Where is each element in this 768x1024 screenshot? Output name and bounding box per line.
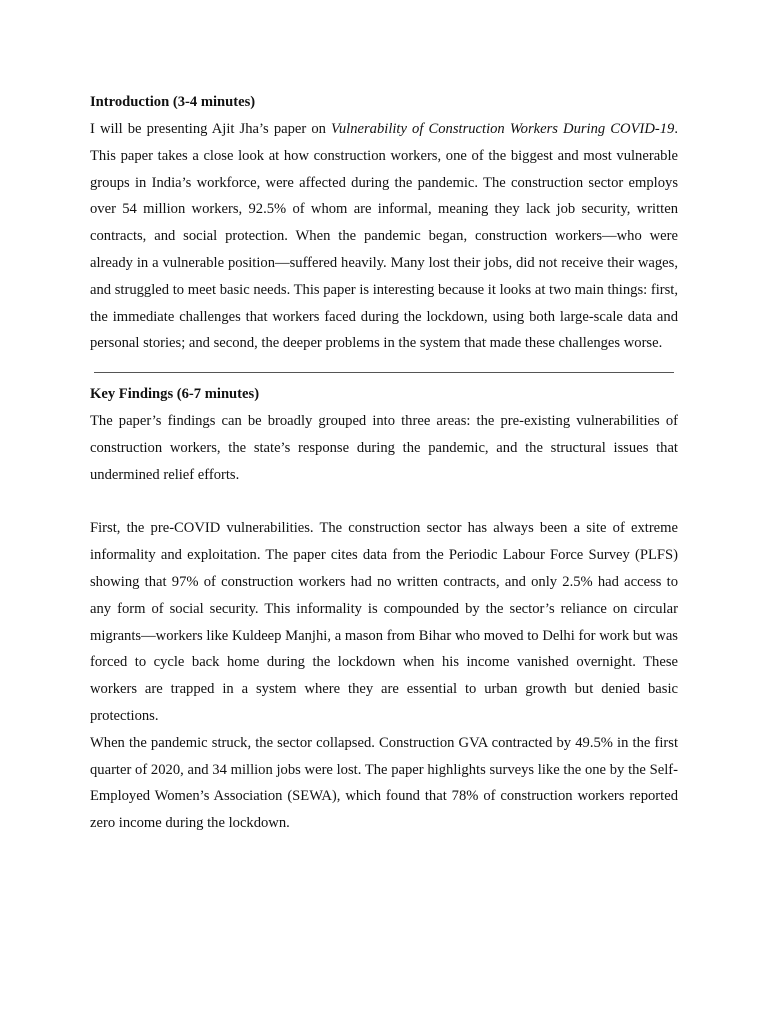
- intro-text-start: I will be presenting Ajit Jha’s paper on: [90, 121, 332, 137]
- findings-paragraph-1: The paper’s findings can be broadly grouped into three areas: the pre-existing vulnerabilities of construction workers, the state’s response during the pandemic, and the structural issues that undermined relief efforts.: [90, 413, 678, 483]
- findings-heading: Key Findings (6-7 minutes): [90, 386, 260, 403]
- document-page: [90, 89, 678, 837]
- findings-paragraph-2: First, the pre-COVID vulnerabilities. The construction sector has always been a site of extreme informality and exploitation. The paper cites data from the Periodic Labour Force Survey (PLFS) showing that 97% of construction workers had no written contracts, and only 2.5% had access to any form of social security. This informality is compounded by the sector’s reliance on circular migrants—workers like Kuldeep Manjhi, a mason from Bihar who moved to Delhi for work but was forced to cycle back home during the lockdown when his income vanished overnight. These workers are trapped in a system where they are essential to urban growth but denied basic protections.: [90, 520, 678, 724]
- intro-paragraph: [90, 116, 678, 357]
- paper-title: Vulnerability of Construction Workers During COVID-19: [331, 121, 675, 137]
- section-divider: [94, 372, 674, 373]
- intro-heading: Introduction (3-4 minutes): [90, 94, 256, 110]
- paragraph-gap: [90, 489, 678, 516]
- findings-paragraph-3: When the pandemic struck, the sector collapsed. Construction GVA contracted by 49.5% in the first quarter of 2020, and 34 million jobs were lost. The paper highlights surveys like the one by the Self-Employed Women’s Association (SEWA), which found that 78% of construction workers reported zero income during the lockdown.: [90, 734, 678, 832]
- intro-text-rest: . This paper takes a close look at how construction workers, one of the biggest and most vulnerable groups in India’s workforce, were affected during the pandemic. The construction sector employs over 54 million workers, 92.5% of whom are informal, meaning they lack job security, written contracts, and social protection. When the pandemic began, construction workers—who were already in a vulnerable position—suffered heavily. Many lost their jobs, did not receive their wages, and struggled to meet basic needs. This paper is interesting because it looks at two main things: first, the immediate challenges that workers faced during the lockdown, using both large-scale data and personal stories; and second, the deeper problems in the system that made these challenges worse.: [90, 121, 678, 352]
